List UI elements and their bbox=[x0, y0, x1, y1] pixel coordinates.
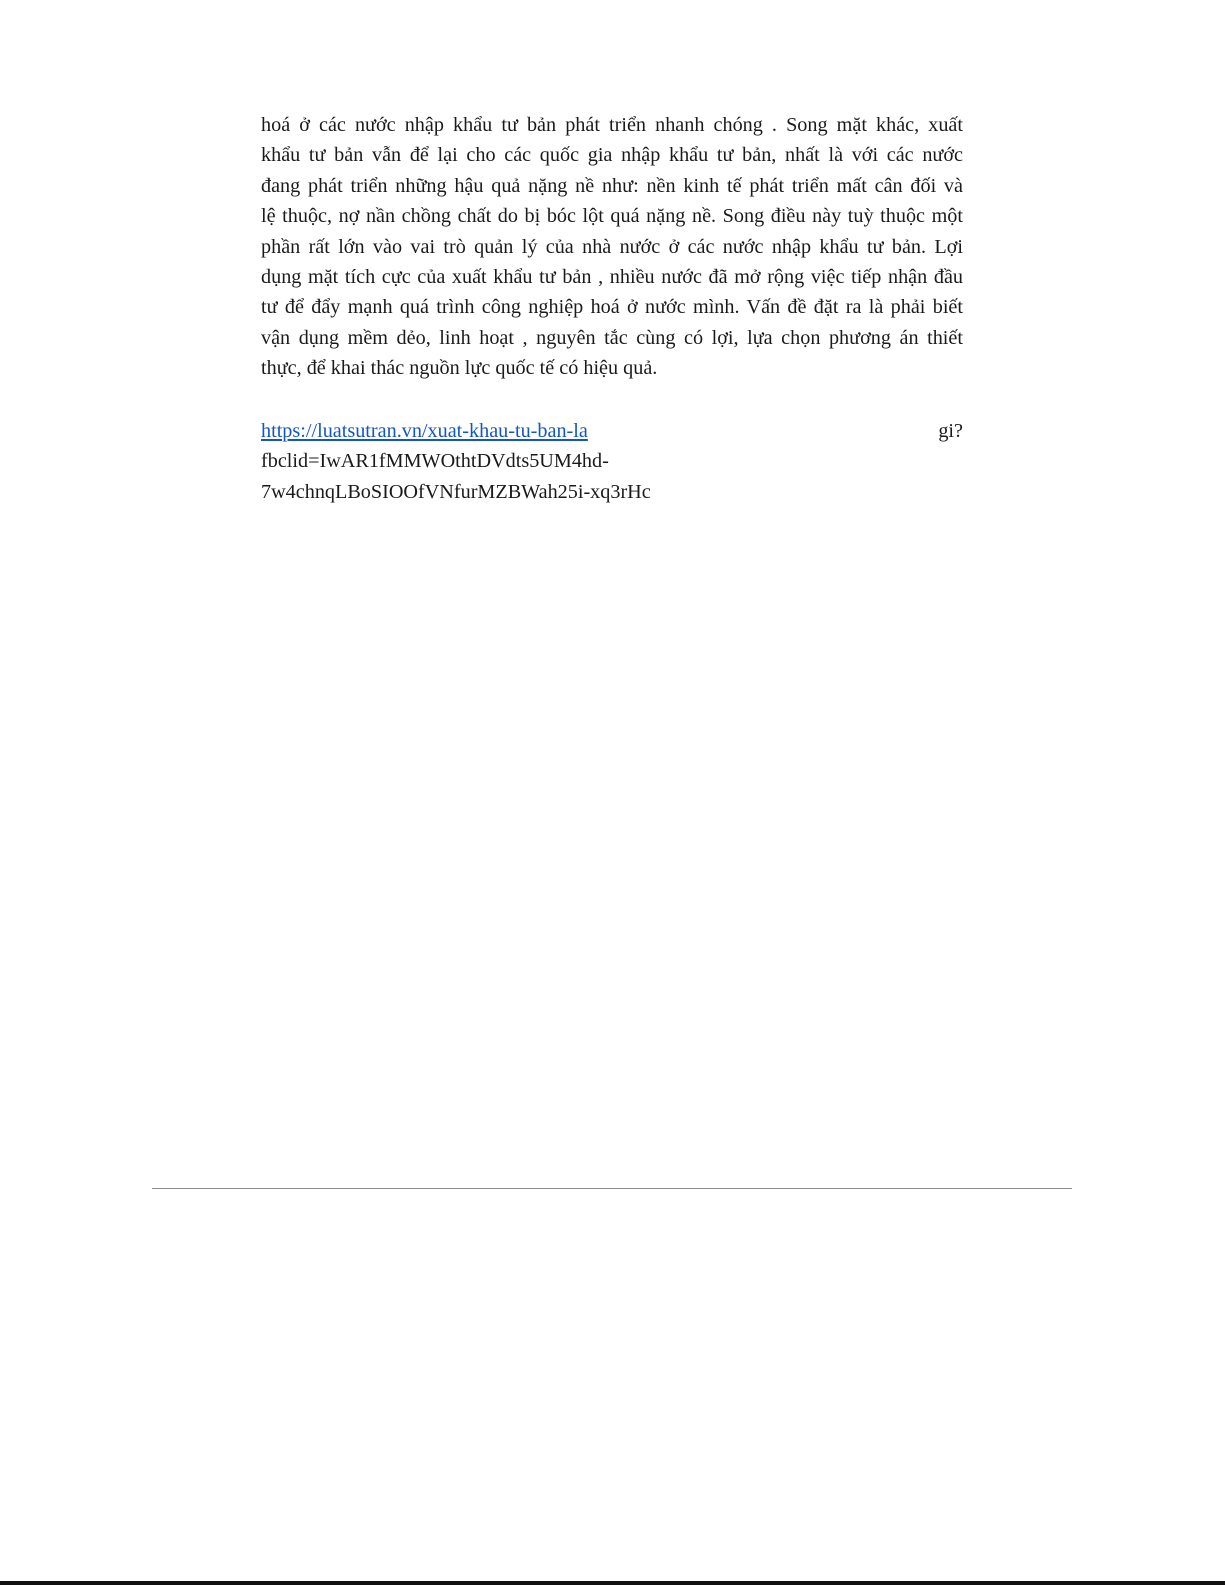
paragraph-line: vận dụng mềm dẻo, linh hoạt , nguyên tắc cùng có lợi, lựa chọn phương án thiết bbox=[261, 326, 963, 349]
source-link-row bbox=[261, 416, 963, 446]
paragraph-line: thực, để khai thác nguồn lực quốc tế có hiệu quả. bbox=[261, 357, 658, 380]
paragraph-line: tư để đẩy mạnh quá trình công nghiệp hoá ở nước mình. Vấn đề đặt ra là phải biết bbox=[261, 296, 963, 319]
paragraph-line: khẩu tư bản vẫn để lại cho các quốc gia nhập khẩu tư bản, nhất là với các nước bbox=[261, 144, 963, 167]
body-paragraph bbox=[261, 110, 963, 384]
source-link-continuation: fbclid=IwAR1fMMWOthtDVdts5UM4hd- bbox=[261, 450, 609, 473]
source-link-continuation: 7w4chnqLBoSIOOfVNfurMZBWah25i-xq3rHc bbox=[261, 480, 651, 503]
paragraph-line: dụng mặt tích cực của xuất khẩu tư bản , nhiều nước đã mở rộng việc tiếp nhận đầu bbox=[261, 265, 963, 288]
bottom-edge-divider bbox=[0, 1581, 1225, 1585]
source-link[interactable]: https://luatsutran.vn/xuat-khau-tu-ban-la bbox=[261, 420, 588, 442]
paragraph-line: phần rất lớn vào vai trò quản lý của nhà nước ở các nước nhập khẩu tư bản. Lợi bbox=[261, 235, 963, 258]
source-reference bbox=[261, 416, 963, 507]
page-break-divider bbox=[152, 1188, 1072, 1189]
paragraph-line: lệ thuộc, nợ nần chồng chất do bị bóc lột quá nặng nề. Song điều này tuỳ thuộc một bbox=[261, 205, 963, 228]
source-link-tail: gi? bbox=[938, 420, 963, 442]
paragraph-line: đang phát triển những hậu quả nặng nề như: nền kinh tế phát triển mất cân đối và bbox=[261, 174, 963, 197]
paragraph-line: hoá ở các nước nhập khẩu tư bản phát triển nhanh chóng . Song mặt khác, xuất bbox=[261, 114, 963, 136]
